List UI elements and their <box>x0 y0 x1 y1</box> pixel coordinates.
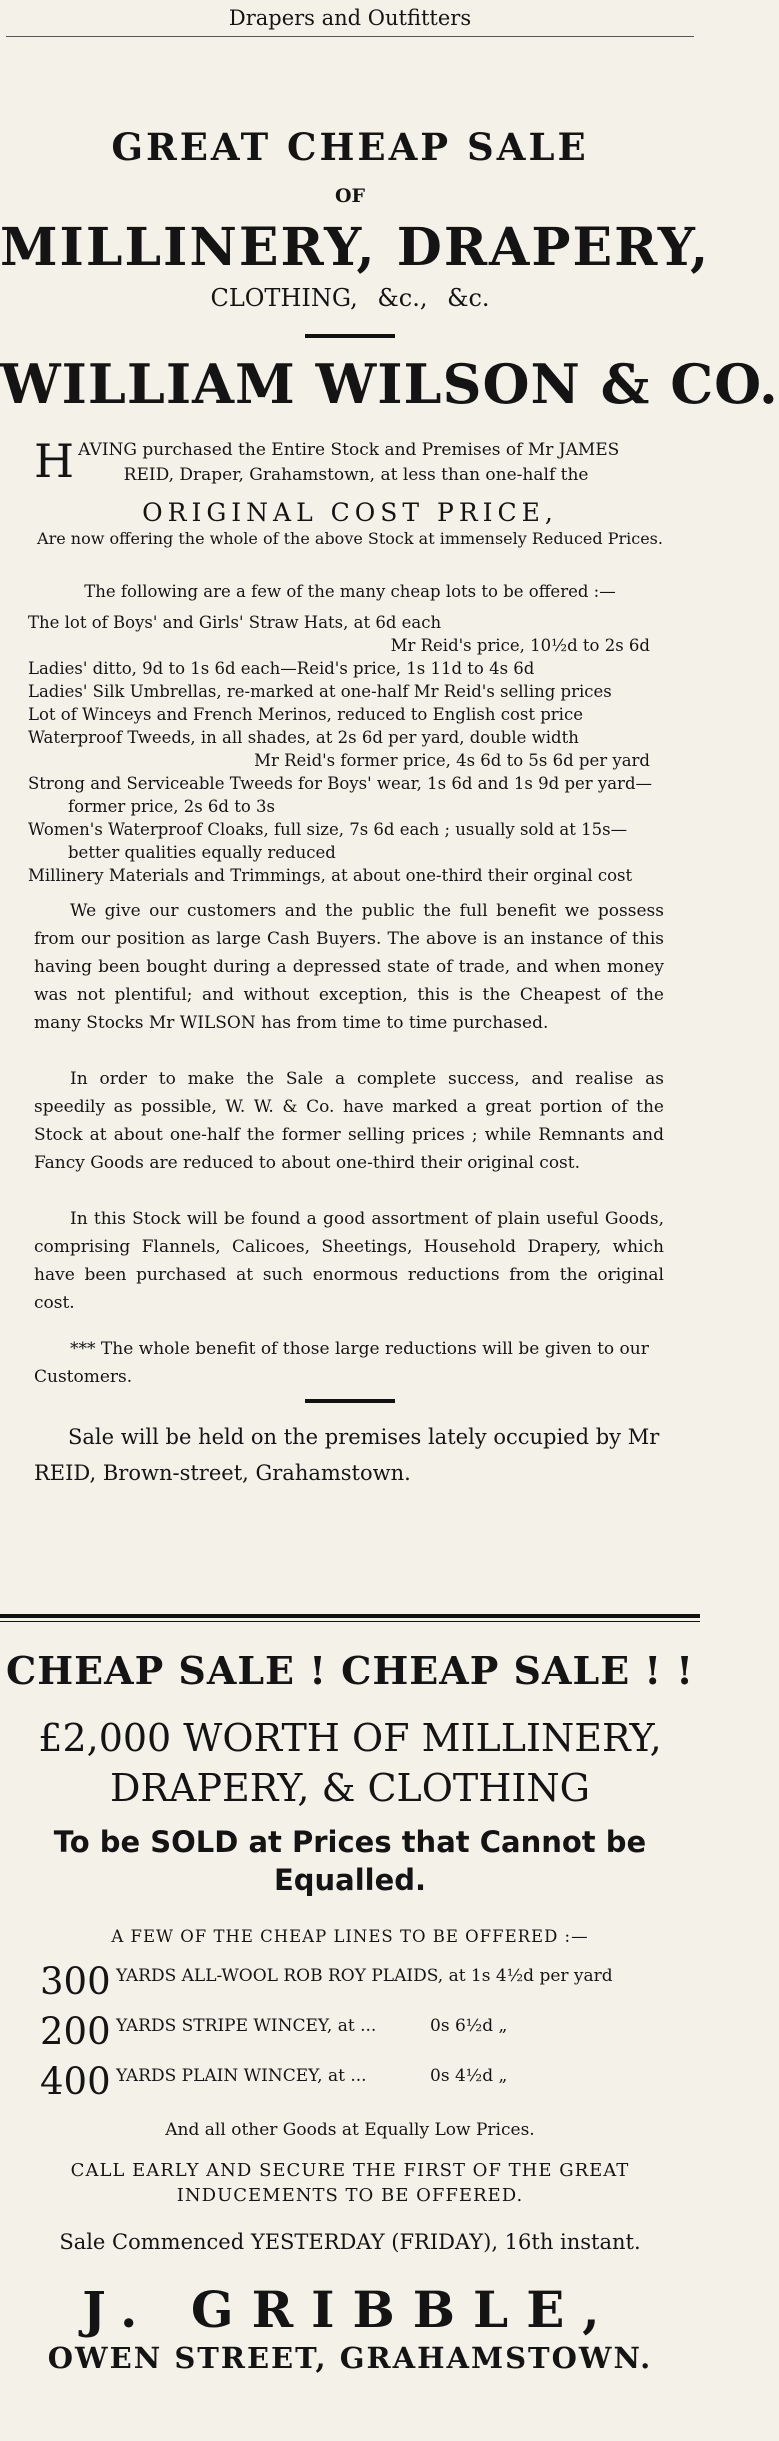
list-item: Millinery Materials and Trimmings, at about one-third their orginal cost <box>28 866 633 885</box>
ad2-sold-line2: Equalled. <box>273 1863 427 1897</box>
ad2-all-other: And all other Goods at Equally Low Prices. <box>165 2120 535 2140</box>
ad1-of: OF <box>334 185 366 207</box>
list-item: Ladies' ditto, 9d to 1s 6d each—Reid's price, 1s 11d to 4s 6d <box>28 659 535 678</box>
ad2-worth-line1: £2,000 WORTH OF MILLINERY, <box>38 1716 662 1760</box>
advertisement-wilson <box>0 125 779 1491</box>
ad2-address: OWEN STREET, GRAHAMSTOWN. <box>47 2341 653 2375</box>
ad1-intro-line2: REID, Draper, Grahamstown, at less than one-half the <box>123 465 589 485</box>
advertisement-gribble <box>0 1622 700 2375</box>
line-description: YARDS ALL-WOOL ROB ROY PLAIDS, at 1s 4½d per yard <box>116 1966 613 1986</box>
ad1-original-cost: ORIGINAL COST PRICE, <box>142 498 558 527</box>
drop-cap: H <box>34 434 75 488</box>
ad1-title: MILLINERY, DRAPERY, <box>0 217 711 278</box>
list-item <box>0 2054 700 2104</box>
ad1-intro <box>0 434 700 488</box>
list-item: Mr Reid's price, 10½d to 2s 6d <box>390 636 650 655</box>
list-item <box>0 2004 700 2054</box>
line-quantity: 400 <box>40 2060 111 2103</box>
ad1-firm-name: WILLIAM WILSON & CO. <box>0 352 779 416</box>
ad1-headline: GREAT CHEAP SALE <box>111 125 589 169</box>
list-item: The lot of Boys' and Girls' Straw Hats, at 6d each <box>28 613 442 632</box>
list-item: Mr Reid's former price, 4s 6d to 5s 6d per yard <box>254 751 650 770</box>
short-rule <box>305 1399 395 1403</box>
ad2-call-early-2: INDUCEMENTS TO BE OFFERED. <box>176 2185 524 2206</box>
ad1-note: *** The whole benefit of those large reductions will be given to our Customers. <box>34 1339 649 1387</box>
ad1-clothing: CLOTHING, &c., &c. <box>210 284 490 312</box>
ad2-commenced: Sale Commenced YESTERDAY (FRIDAY), 16th instant. <box>59 2230 641 2254</box>
ad2-worth-line2: DRAPERY, & CLOTHING <box>109 1766 591 1810</box>
ad1-lots-list <box>0 611 700 887</box>
ad2-call-early-1: CALL EARLY AND SECURE THE FIRST OF THE GREAT <box>70 2160 630 2181</box>
ad2-lines-list <box>0 1954 700 2104</box>
ad2-headline: CHEAP SALE ! CHEAP SALE ! ! <box>6 1648 694 1693</box>
line-description: YARDS STRIPE WINCEY, at ... <box>116 2016 377 2036</box>
list-item <box>0 1954 700 2004</box>
line-description: YARDS PLAIN WINCEY, at ... <box>116 2066 367 2086</box>
ad1-following: The following are a few of the many cheap lots to be offered :— <box>84 582 616 601</box>
ad1-paragraph-buyers: We give our customers and the public the full benefit we possess from our position as large Cash Buyers. The above is an instance of this having been bought during a depressed state of trade, and when money was not plentiful; and without exception, this is the Cheapest of the many Stocks Mr WILSON has from time to time purchased. <box>34 901 664 1033</box>
ad1-offering: Are now offering the whole of the above Stock at immensely Reduced Prices. <box>37 529 663 548</box>
list-item: Lot of Winceys and French Merinos, reduced to English cost price <box>28 705 583 724</box>
list-item: better qualities equally reduced <box>68 843 336 862</box>
list-item: Strong and Serviceable Tweeds for Boys' wear, 1s 6d and 1s 9d per yard— <box>28 774 653 793</box>
line-price: 0s 6½d „ <box>430 2016 508 2036</box>
line-quantity: 200 <box>40 2010 111 2053</box>
list-item: Women's Waterproof Cloaks, full size, 7s 6d each ; usually sold at 15s— <box>28 820 628 839</box>
line-price: 0s 4½d „ <box>430 2066 508 2086</box>
ad2-few-lines: A FEW OF THE CHEAP LINES TO BE OFFERED :— <box>111 1927 589 1946</box>
ad2-merchant-name: J. GRIBBLE, <box>82 2280 618 2339</box>
list-item: former price, 2s 6d to 3s <box>68 797 275 816</box>
ad1-paragraph-sale: In order to make the Sale a complete success, and realise as speedily as possible, W. W. & Co. have marked a great portion of the Stock at about one-half the former selling prices ; while Remnants and Fancy Goods are reduced to about one-third their original cost. <box>34 1069 664 1173</box>
ad1-intro-line1: AVING purchased the Entire Stock and Premises of Mr JAMES <box>78 440 620 460</box>
ad2-sold-line1: To be SOLD at Prices that Cannot be <box>53 1825 647 1859</box>
line-quantity: 300 <box>40 1960 111 2003</box>
ad-divider <box>0 1614 700 1622</box>
section-heading: Drapers and Outfitters <box>6 0 694 37</box>
list-item: Ladies' Silk Umbrellas, re-marked at one-half Mr Reid's selling prices <box>28 682 612 701</box>
short-rule <box>305 334 395 338</box>
list-item: Waterproof Tweeds, in all shades, at 2s 6d per yard, double width <box>28 728 579 747</box>
ad1-paragraph-stock: In this Stock will be found a good assortment of plain useful Goods, comprising Flannels, Calicoes, Sheetings, Household Drapery, which have been purchased at such enormous reductions from the original cost. <box>34 1209 664 1313</box>
ad1-sale-location: Sale will be held on the premises lately occupied by Mr REID, Brown-street, Grahamstown. <box>34 1425 660 1485</box>
